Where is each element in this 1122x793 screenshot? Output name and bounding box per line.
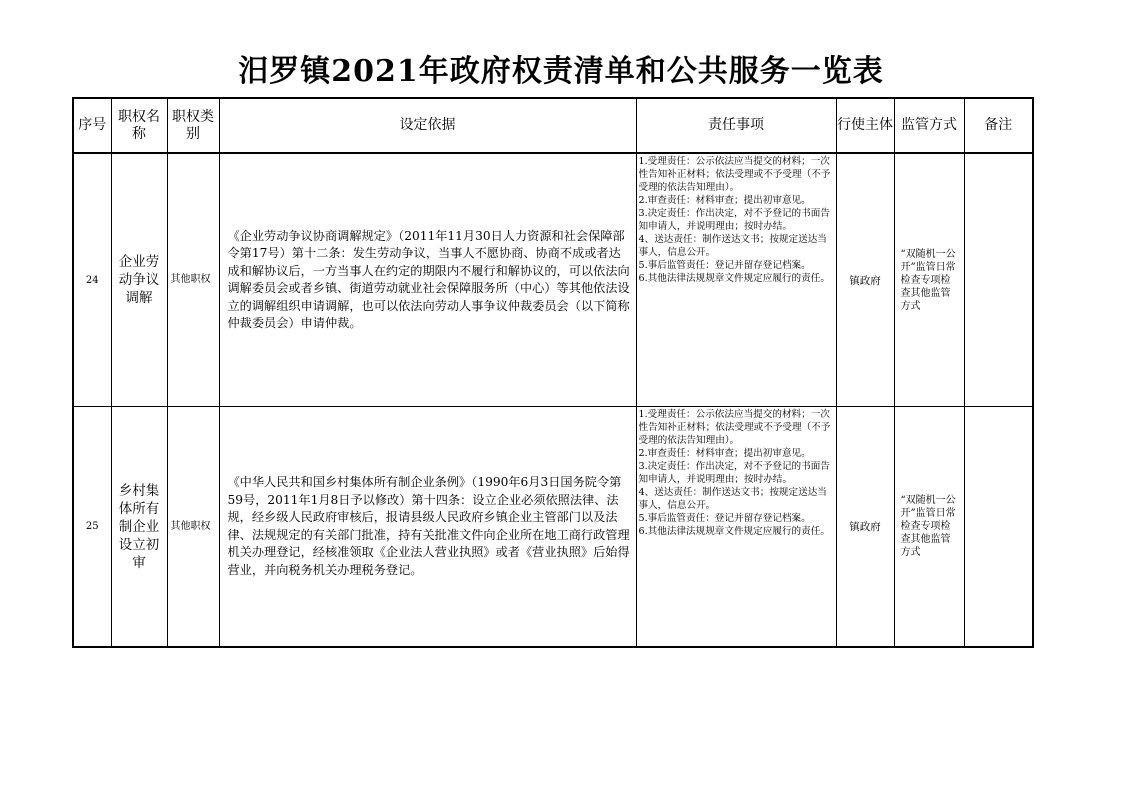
table-row — [73, 153, 1033, 407]
row-subject: 镇政府 — [836, 153, 894, 407]
row-name: 企业劳动争议调解 — [111, 153, 167, 407]
row-basis: 《企业劳动争议协商调解规定》（2011年11月30日人力资源和社会保障部令第17号）第十二条：发生劳动争议，当事人不愿协商、协商不成或者达成和解协议后，一方当事人在约定的期限内不履行和解协议的，可以依法向调解委员会或者乡镇、街道劳动就业社会保障服务所（中心）等其他依法设立的调解组织申请调解，也可以依法向劳动人事争议仲裁委员会（以下简称仲裁委员会）申请仲裁。 — [219, 153, 636, 407]
header-no: 序号 — [73, 98, 111, 153]
duty-item: 3.决定责任：作出决定，对不予登记的书面告知申请人，并说明理由；按时办结。 — [638, 208, 830, 232]
row-name: 乡村集体所有制企业设立初审 — [111, 407, 167, 648]
duty-item: 6.其他法律法规规章文件规定应履行的责任。 — [638, 526, 830, 537]
duty-item: 3.决定责任：作出决定，对不予登记的书面告知申请人，并说明理由；按时办结。 — [638, 461, 830, 485]
duty-item: 5.事后监管责任：登记并留存登记档案。 — [638, 513, 811, 524]
header-type: 职权类别 — [167, 98, 219, 153]
row-supervision: “双随机一公开”监管日常检查专项检查其他监管方式 — [894, 407, 964, 648]
row-note — [964, 153, 1033, 407]
header-name: 职权名称 — [111, 98, 167, 153]
row-type: 其他职权 — [167, 153, 219, 407]
header-duty: 责任事项 — [636, 98, 836, 153]
header-note: 备注 — [964, 98, 1033, 153]
row-subject: 镇政府 — [836, 407, 894, 648]
row-no: 24 — [73, 153, 111, 407]
duty-item: 5.事后监管责任：登记并留存登记档案。 — [638, 260, 811, 271]
row-duties — [636, 153, 836, 407]
duty-item: 1.受理责任：公示依法应当提交的材料；一次性告知补正材料；依法受理或不予受理（不予受理的依法告知理由）。 — [638, 156, 831, 193]
duty-item: 2.审查责任：材料审查；提出初审意见。 — [638, 448, 811, 459]
duty-item: 6.其他法律法规规章文件规定应履行的责任。 — [638, 273, 830, 284]
row-supervision: “双随机一公开”监管日常检查专项检查其他监管方式 — [894, 153, 964, 407]
table-row — [73, 407, 1033, 648]
row-note — [964, 407, 1033, 648]
duty-item: 2.审查责任：材料审查；提出初审意见。 — [638, 195, 811, 206]
header-basis: 设定依据 — [219, 98, 636, 153]
table-header-row — [73, 98, 1033, 153]
row-duties — [636, 407, 836, 648]
duty-item: 4、送达责任：制作送达文书；按规定送达当事人，信息公开。 — [638, 234, 827, 258]
row-type: 其他职权 — [167, 407, 219, 648]
row-no: 25 — [73, 407, 111, 648]
responsibility-table — [72, 97, 1034, 648]
duty-item: 1.受理责任：公示依法应当提交的材料；一次性告知补正材料；依法受理或不予受理（不予受理的依法告知理由）。 — [638, 409, 831, 446]
duty-item: 4、送达责任：制作送达文书；按规定送达当事人，信息公开。 — [638, 487, 827, 511]
row-basis: 《中华人民共和国乡村集体所有制企业条例》（1990年6月3日国务院令第59号，2011年1月8日予以修改）第十四条：设立企业必须依照法律、法规，经乡级人民政府审核后，报请县级人民政府乡镇企业主管部门以及法律、法规规定的有关部门批准，持有关批准文件向企业所在地工商行政管理机关办理登记，经核准领取《企业法人营业执照》或者《营业执照》后始得营业，并向税务机关办理税务登记。 — [219, 407, 636, 648]
header-supervision: 监管方式 — [894, 98, 964, 153]
header-subject: 行使主体 — [836, 98, 894, 153]
page-title: 汨罗镇2021年政府权责清单和公共服务一览表 — [238, 54, 884, 89]
